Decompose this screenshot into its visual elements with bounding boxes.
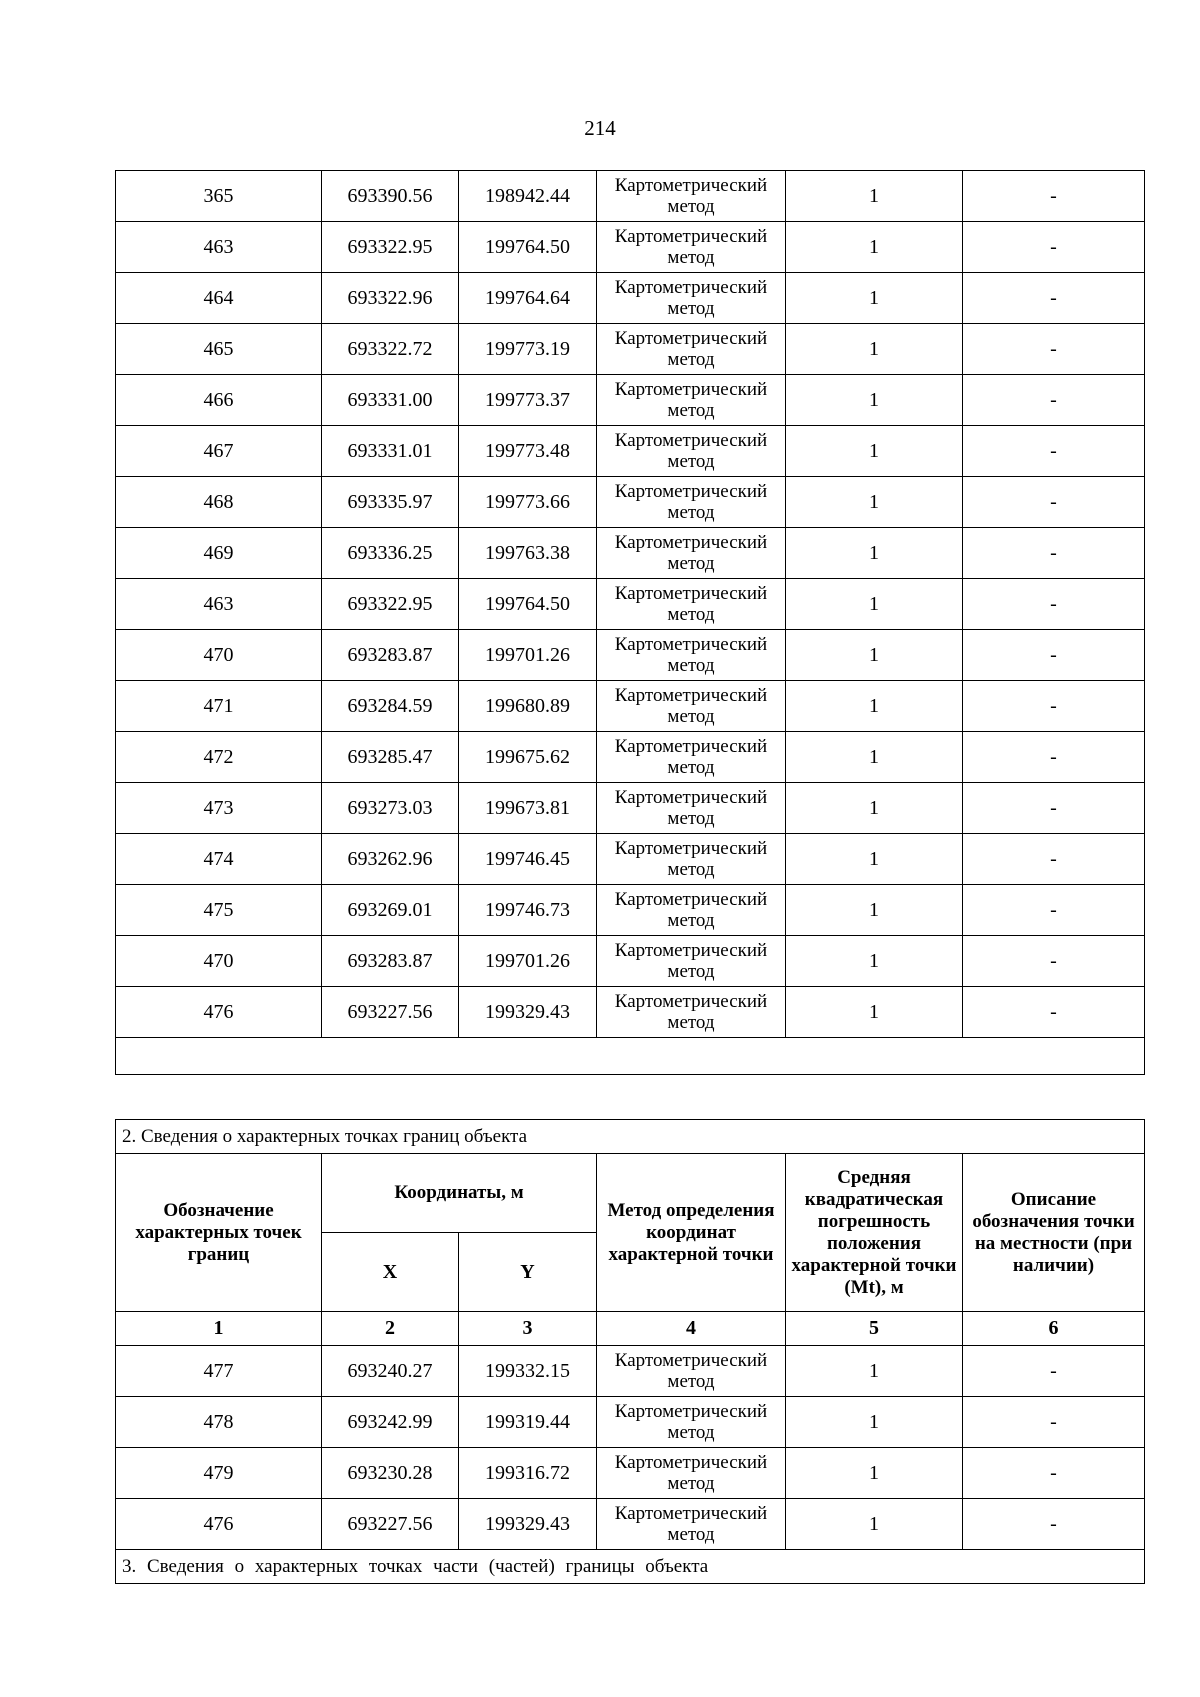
x-coordinate-cell: 693284.59 (322, 681, 459, 732)
mean-error-cell: 1 (786, 834, 963, 885)
point-id-cell: 476 (116, 987, 322, 1038)
table-row (116, 273, 1145, 324)
x-coordinate-cell: 693331.01 (322, 426, 459, 477)
x-coordinate-cell: 693322.72 (322, 324, 459, 375)
method-cell: Картометрический метод (597, 681, 786, 732)
description-cell: - (963, 732, 1145, 783)
mean-error-cell: 1 (786, 579, 963, 630)
x-coordinate-cell: 693242.99 (322, 1397, 459, 1448)
header-point-designation: Обозначение характерных точек границ (116, 1154, 322, 1312)
point-id-cell: 471 (116, 681, 322, 732)
x-coordinate-cell: 693390.56 (322, 171, 459, 222)
table-row (116, 732, 1145, 783)
column-number: 1 (116, 1312, 322, 1346)
point-id-cell: 474 (116, 834, 322, 885)
mean-error-cell: 1 (786, 1448, 963, 1499)
mean-error-cell: 1 (786, 1346, 963, 1397)
empty-row (116, 1038, 1145, 1075)
column-number: 4 (597, 1312, 786, 1346)
point-id-cell: 473 (116, 783, 322, 834)
table-row (116, 987, 1145, 1038)
mean-error-cell: 1 (786, 732, 963, 783)
y-coordinate-cell: 199746.45 (459, 834, 597, 885)
y-coordinate-cell: 199773.19 (459, 324, 597, 375)
description-cell: - (963, 273, 1145, 324)
method-cell: Картометрический метод (597, 579, 786, 630)
method-cell: Картометрический метод (597, 987, 786, 1038)
description-cell: - (963, 375, 1145, 426)
column-number: 2 (322, 1312, 459, 1346)
description-cell: - (963, 426, 1145, 477)
point-id-cell: 464 (116, 273, 322, 324)
point-id-cell: 468 (116, 477, 322, 528)
y-coordinate-cell: 199675.62 (459, 732, 597, 783)
table-row (116, 681, 1145, 732)
x-coordinate-cell: 693240.27 (322, 1346, 459, 1397)
method-cell: Картометрический метод (597, 1346, 786, 1397)
y-coordinate-cell: 198942.44 (459, 171, 597, 222)
point-id-cell: 467 (116, 426, 322, 477)
point-id-cell: 465 (116, 324, 322, 375)
description-cell: - (963, 477, 1145, 528)
column-number: 3 (459, 1312, 597, 1346)
page-number: 214 (584, 116, 616, 140)
method-cell: Картометрический метод (597, 273, 786, 324)
method-cell: Картометрический метод (597, 834, 786, 885)
x-coordinate-cell: 693269.01 (322, 885, 459, 936)
y-coordinate-cell: 199329.43 (459, 1499, 597, 1550)
point-id-cell: 463 (116, 222, 322, 273)
method-cell: Картометрический метод (597, 936, 786, 987)
point-id-cell: 475 (116, 885, 322, 936)
method-cell: Картометрический метод (597, 222, 786, 273)
point-id-cell: 477 (116, 1346, 322, 1397)
boundary-points-table-body (116, 1346, 1145, 1550)
x-coordinate-cell: 693262.96 (322, 834, 459, 885)
mean-error-cell: 1 (786, 681, 963, 732)
table-row (116, 1499, 1145, 1550)
method-cell: Картометрический метод (597, 1499, 786, 1550)
method-cell: Картометрический метод (597, 885, 786, 936)
table-row (116, 528, 1145, 579)
point-id-cell: 476 (116, 1499, 322, 1550)
header-y: Y (459, 1233, 597, 1312)
description-cell: - (963, 324, 1145, 375)
mean-error-cell: 1 (786, 375, 963, 426)
table-row (116, 1397, 1145, 1448)
y-coordinate-cell: 199332.15 (459, 1346, 597, 1397)
x-coordinate-cell: 693283.87 (322, 936, 459, 987)
y-coordinate-cell: 199701.26 (459, 936, 597, 987)
description-cell: - (963, 987, 1145, 1038)
x-coordinate-cell: 693322.95 (322, 222, 459, 273)
method-cell: Картометрический метод (597, 426, 786, 477)
description-cell: - (963, 885, 1145, 936)
x-coordinate-cell: 693285.47 (322, 732, 459, 783)
description-cell: - (963, 1397, 1145, 1448)
y-coordinate-cell: 199773.66 (459, 477, 597, 528)
y-coordinate-cell: 199764.50 (459, 222, 597, 273)
y-coordinate-cell: 199316.72 (459, 1448, 597, 1499)
x-coordinate-cell: 693227.56 (322, 987, 459, 1038)
empty-cell (116, 1038, 1145, 1075)
x-coordinate-cell: 693230.28 (322, 1448, 459, 1499)
point-id-cell: 479 (116, 1448, 322, 1499)
description-cell: - (963, 171, 1145, 222)
section-3-title: 3. Сведения о характерных точках части (частей) границы объекта (116, 1550, 1145, 1584)
x-coordinate-cell: 693331.00 (322, 375, 459, 426)
y-coordinate-cell: 199329.43 (459, 987, 597, 1038)
table-row (116, 630, 1145, 681)
mean-error-cell: 1 (786, 222, 963, 273)
section-title: 2. Сведения о характерных точках границ объекта (116, 1120, 1145, 1154)
y-coordinate-cell: 199764.50 (459, 579, 597, 630)
mean-error-cell: 1 (786, 477, 963, 528)
table-row (116, 324, 1145, 375)
header-mean-error: Средняя квадратическая погрешность положения характерной точки (Mt), м (786, 1154, 963, 1312)
point-id-cell: 478 (116, 1397, 322, 1448)
y-coordinate-cell: 199773.48 (459, 426, 597, 477)
header-coordinates: Координаты, м (322, 1154, 597, 1233)
description-cell: - (963, 783, 1145, 834)
column-number: 5 (786, 1312, 963, 1346)
y-coordinate-cell: 199773.37 (459, 375, 597, 426)
mean-error-cell: 1 (786, 630, 963, 681)
method-cell: Картометрический метод (597, 477, 786, 528)
x-coordinate-cell: 693273.03 (322, 783, 459, 834)
point-id-cell: 365 (116, 171, 322, 222)
table-row (116, 834, 1145, 885)
method-cell: Картометрический метод (597, 375, 786, 426)
y-coordinate-cell: 199764.64 (459, 273, 597, 324)
boundary-points-table (115, 1119, 1145, 1584)
description-cell: - (963, 222, 1145, 273)
y-coordinate-cell: 199746.73 (459, 885, 597, 936)
mean-error-cell: 1 (786, 885, 963, 936)
method-cell: Картометрический метод (597, 324, 786, 375)
x-coordinate-cell: 693336.25 (322, 528, 459, 579)
mean-error-cell: 1 (786, 987, 963, 1038)
table-row (116, 171, 1145, 222)
point-id-cell: 472 (116, 732, 322, 783)
y-coordinate-cell: 199701.26 (459, 630, 597, 681)
table-row (116, 885, 1145, 936)
x-coordinate-cell: 693322.96 (322, 273, 459, 324)
point-id-cell: 466 (116, 375, 322, 426)
table-row (116, 579, 1145, 630)
mean-error-cell: 1 (786, 324, 963, 375)
method-cell: Картометрический метод (597, 732, 786, 783)
table-row (116, 426, 1145, 477)
table-row (116, 477, 1145, 528)
header-method: Метод определения координат характерной точки (597, 1154, 786, 1312)
table-row (116, 1346, 1145, 1397)
description-cell: - (963, 834, 1145, 885)
table-row (116, 375, 1145, 426)
mean-error-cell: 1 (786, 1397, 963, 1448)
description-cell: - (963, 1346, 1145, 1397)
mean-error-cell: 1 (786, 528, 963, 579)
table-row (116, 222, 1145, 273)
point-id-cell: 470 (116, 936, 322, 987)
description-cell: - (963, 681, 1145, 732)
description-cell: - (963, 936, 1145, 987)
header-x: X (322, 1233, 459, 1312)
table-row (116, 783, 1145, 834)
x-coordinate-cell: 693322.95 (322, 579, 459, 630)
coordinates-table-continued (115, 170, 1145, 1075)
point-id-cell: 463 (116, 579, 322, 630)
y-coordinate-cell: 199763.38 (459, 528, 597, 579)
description-cell: - (963, 1499, 1145, 1550)
point-id-cell: 470 (116, 630, 322, 681)
y-coordinate-cell: 199319.44 (459, 1397, 597, 1448)
coordinates-table-body (116, 171, 1145, 1038)
header-description: Описание обозначения точки на местности (при наличии) (963, 1154, 1145, 1312)
method-cell: Картометрический метод (597, 783, 786, 834)
point-id-cell: 469 (116, 528, 322, 579)
x-coordinate-cell: 693335.97 (322, 477, 459, 528)
method-cell: Картометрический метод (597, 1397, 786, 1448)
mean-error-cell: 1 (786, 1499, 963, 1550)
description-cell: - (963, 1448, 1145, 1499)
description-cell: - (963, 579, 1145, 630)
mean-error-cell: 1 (786, 273, 963, 324)
table-row (116, 936, 1145, 987)
method-cell: Картометрический метод (597, 630, 786, 681)
mean-error-cell: 1 (786, 936, 963, 987)
column-number: 6 (963, 1312, 1145, 1346)
x-coordinate-cell: 693227.56 (322, 1499, 459, 1550)
method-cell: Картометрический метод (597, 1448, 786, 1499)
mean-error-cell: 1 (786, 426, 963, 477)
mean-error-cell: 1 (786, 783, 963, 834)
method-cell: Картометрический метод (597, 528, 786, 579)
description-cell: - (963, 630, 1145, 681)
y-coordinate-cell: 199673.81 (459, 783, 597, 834)
description-cell: - (963, 528, 1145, 579)
y-coordinate-cell: 199680.89 (459, 681, 597, 732)
x-coordinate-cell: 693283.87 (322, 630, 459, 681)
table-row (116, 1448, 1145, 1499)
method-cell: Картометрический метод (597, 171, 786, 222)
mean-error-cell: 1 (786, 171, 963, 222)
